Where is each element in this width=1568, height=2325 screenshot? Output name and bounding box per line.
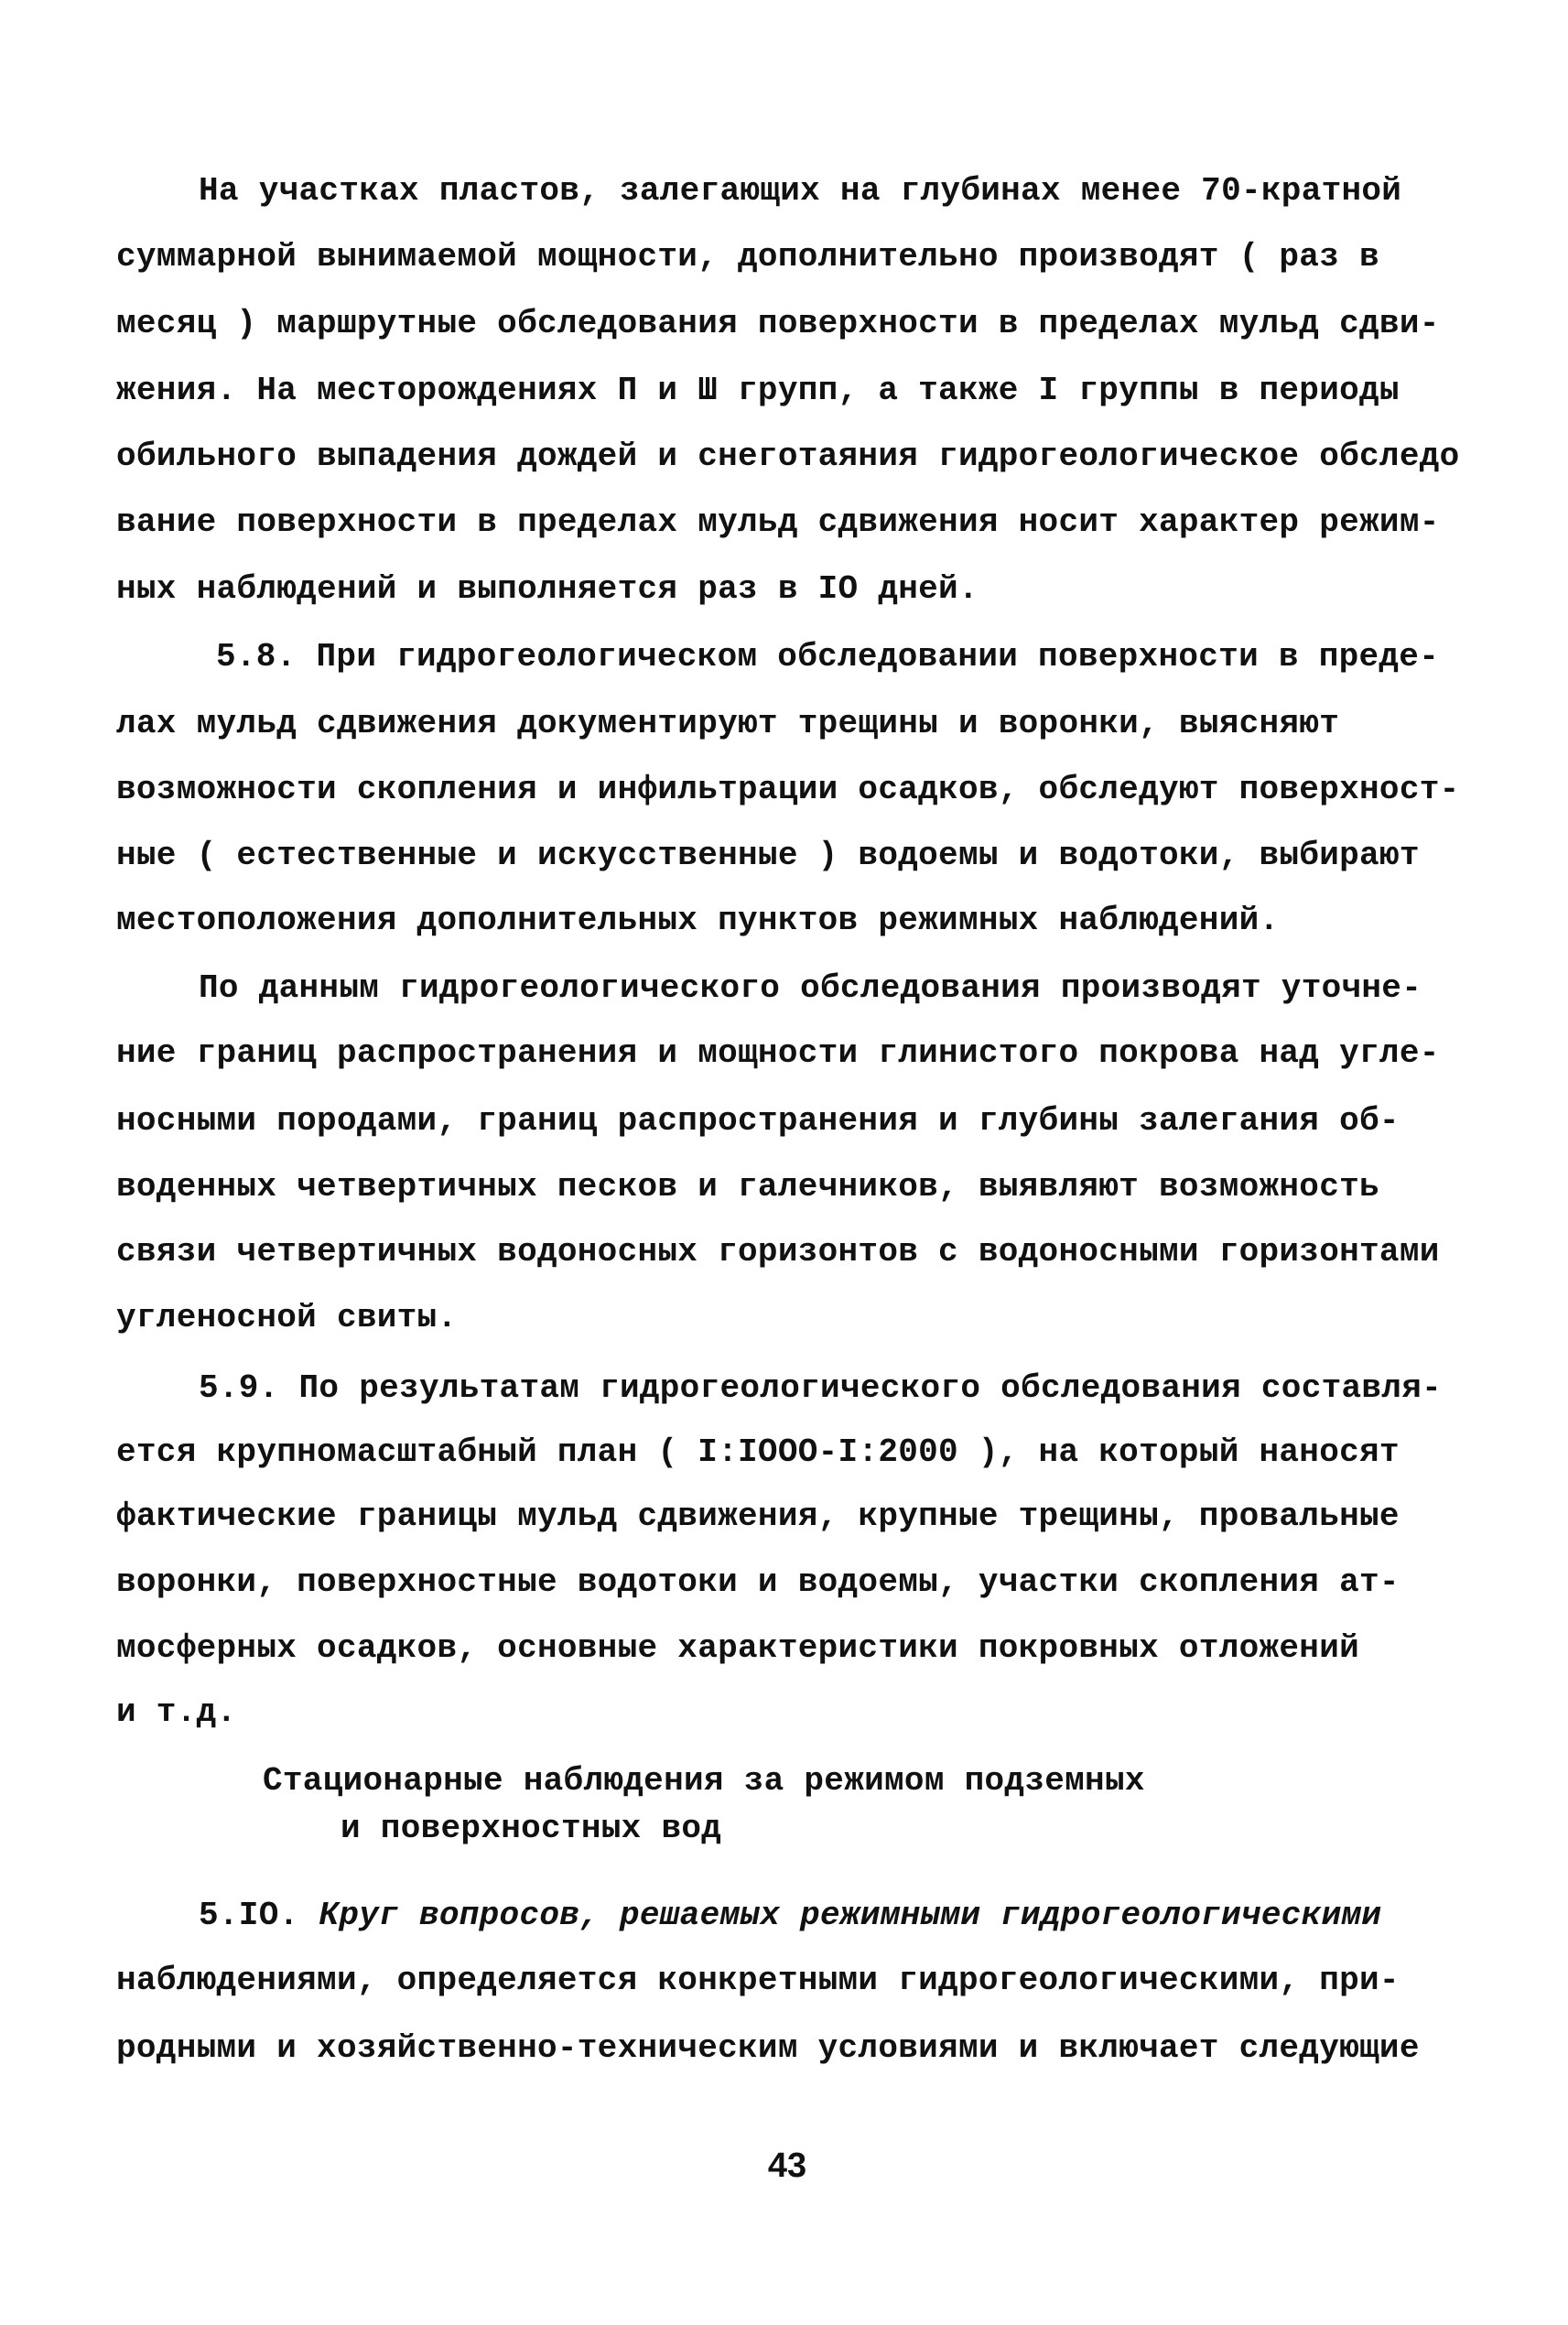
text-line — [199, 970, 1422, 1007]
text-line — [116, 1630, 1359, 1667]
page-number: 43 — [767, 2147, 807, 2185]
line-text: месяц ) маршрутные обследования поверхности в пределах мульд сдви- — [116, 305, 1440, 342]
line-text: угленосной свиты. — [116, 1299, 458, 1336]
line-text: носными породами, границ распространения и глубины залегания об- — [116, 1102, 1400, 1140]
text-line — [116, 838, 1420, 874]
line-text: и т.д. — [116, 1693, 237, 1731]
line-text: мосферных осадков, основные характеристики покровных отложений — [116, 1629, 1360, 1667]
line-text: воденных четвертичных песков и галечников, выявляют возможность — [116, 1168, 1379, 1206]
line-text: местоположения дополнительных пунктов режимных наблюдений. — [116, 902, 1280, 939]
text-line — [116, 903, 1279, 939]
line-text: 5.IO. — [199, 1897, 319, 1934]
text-line — [199, 173, 1401, 210]
section-heading-line — [341, 1811, 721, 1847]
line-text: ется крупномасштабный план ( I:IOOO-I:2000 ), на который наносят — [116, 1433, 1400, 1471]
text-line — [116, 1300, 457, 1336]
text-line — [116, 1434, 1400, 1471]
line-text: жения. На месторождениях П и Ш групп, а также I группы в периоды — [116, 372, 1400, 409]
line-text: 5.8. При гидрогеологическом обследовании поверхности в преде- — [216, 638, 1440, 676]
line-text: связи четвертичных водоносных горизонтов с водоносными горизонтами — [116, 1233, 1440, 1271]
line-text: ных наблюдений и выполняется раз в IO дней. — [116, 570, 979, 608]
text-line — [199, 1898, 1381, 1934]
text-line — [116, 1694, 236, 1731]
line-text: На участках пластов, залегающих на глубинах менее 70-кратной — [199, 172, 1402, 210]
line-text: Стационарные наблюдения за режимом подземных — [263, 1762, 1145, 1800]
line-text: родными и хозяйственно-техническим условиями и включает следующие — [116, 2029, 1420, 2067]
text-line — [116, 706, 1339, 742]
text-line — [199, 1370, 1442, 1407]
line-text: вание поверхности в пределах мульд сдвижения носит характер режим- — [116, 503, 1440, 541]
text-line — [116, 1035, 1440, 1072]
text-line — [116, 373, 1400, 409]
line-text: наблюдениями, определяется конкретными гидрогеологическими, при- — [116, 1962, 1400, 1999]
italic-text: Круг вопросов, решаемых режимными гидрогеологическими — [319, 1897, 1382, 1934]
text-line — [116, 1103, 1400, 1140]
text-line — [116, 239, 1379, 276]
text-line — [116, 772, 1460, 808]
line-text: По данным гидрогеологического обследования производят уточне- — [199, 969, 1422, 1007]
line-text: обильного выпадения дождей и снеготаяния гидрогеологическое обследо — [116, 438, 1460, 475]
text-line — [116, 504, 1440, 541]
line-text: лах мульд сдвижения документируют трещины и воронки, выясняют — [116, 705, 1340, 742]
text-line — [116, 1564, 1400, 1601]
line-text: воронки, поверхностные водотоки и водоемы, участки скопления ат- — [116, 1563, 1400, 1601]
line-text: и поверхностных вод — [341, 1810, 722, 1847]
line-text: суммарной вынимаемой мощности, дополнительно производят ( раз в — [116, 238, 1379, 276]
line-text: 5.9. По результатам гидрогеологического обследования составля- — [199, 1369, 1443, 1407]
text-line — [116, 1234, 1440, 1271]
line-text: ние границ распространения и мощности глинистого покрова над угле- — [116, 1034, 1440, 1072]
text-line — [116, 1498, 1400, 1535]
text-line — [216, 639, 1439, 676]
text-line — [116, 1963, 1400, 1999]
text-line — [116, 2030, 1420, 2067]
section-heading-line — [263, 1763, 1145, 1800]
text-line — [116, 571, 979, 608]
line-text: возможности скопления и инфильтрации осадков, обследуют поверхност- — [116, 771, 1460, 808]
text-line — [116, 438, 1460, 475]
line-text: фактические границы мульд сдвижения, крупные трещины, провальные — [116, 1498, 1400, 1535]
text-line — [116, 306, 1440, 342]
line-text: ные ( естественные и искусственные ) водоемы и водотоки, выбирают — [116, 837, 1420, 874]
text-line — [116, 1169, 1379, 1206]
